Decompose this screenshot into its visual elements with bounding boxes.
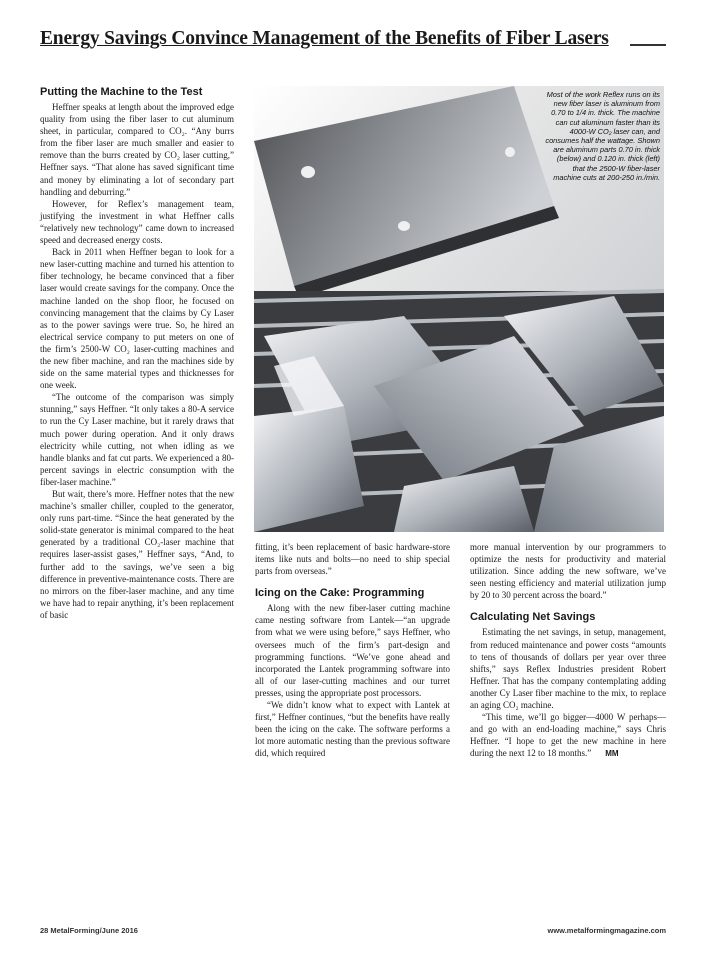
paragraph: However, for Reflex’s management team, justifying the investment in what Heffner calls “relatively new technology” came down to increased speed and decreased energy costs. xyxy=(40,198,234,246)
paragraph: Heffner speaks at length about the improved edge quality from using the fiber laser to cut aluminum sheet, in particular, compared to CO₂. “Any burrs from the fiber laser are much smaller and easier to remove than the burrs created by CO₂ laser cutting,” Heffner says. “That alone has saved significant time and money by eliminating a lot of secondary part handling and deburring.” xyxy=(40,102,234,197)
paragraph: Back in 2011 when Heffner began to look for a new laser-cutting machine and turned his attention to fiber technology, he became convinced that a fiber laser would create savings for the company. Once the machine landed on the shop floor, he focused on convincing management that the claims by Cy Laser as to the power savings were true. So, he hired an electrical service company to put meters on one of the firm’s 2500-W CO₂ laser-cutting machines and the new fiber machine, and ran the machines side by side on the same material types and thicknesses for one week. xyxy=(40,247,234,391)
footer-folio: 28 MetalForming/June 2016 xyxy=(40,926,138,935)
closing-paragraph-text: “This time, we’ll go bigger—4000 W perhaps—and go with an end-loading machine,” says Chris Heffner. “I hope to get the new machine in here during the next 12 to 18 months.” xyxy=(470,712,666,759)
paragraph: “We didn’t know what to expect with Lantek at first,” Heffner continues, “but the benefits have really been the icing on the cake. The software performs a lot more automatic nesting than the previous software did, which required xyxy=(255,700,450,759)
paragraph: more manual intervention by our programmers to optimize the nests for productivity and material utilization. Since adding the new software, we’ve seen nesting efficiency and material utilization jump by 20 to 30 percent across the board.” xyxy=(470,542,666,601)
paragraph: “The outcome of the comparison was simply stunning,” says Heffner. “It only takes a 80-A service to run the Cy Laser machine, but it rarely draws that much power during operation. And it only draws electricity while cutting, not when idling as we handle blanks and fat cut parts. We experienced a 80-percent savings in electric consumption with the fiber-laser machine.” xyxy=(40,392,234,487)
title-rule xyxy=(630,44,666,46)
end-of-article-mark: MM xyxy=(605,749,619,759)
paragraph: fitting, it’s been replacement of basic hardware-store items like nuts and bolts—no need to ship special parts from overseas.” xyxy=(255,542,450,577)
column-3 xyxy=(470,541,666,761)
section-heading-net-savings: Calculating Net Savings xyxy=(470,611,596,624)
article-title: Energy Savings Convince Management of the Benefits of Fiber Lasers xyxy=(40,28,609,49)
paragraph xyxy=(470,711,666,760)
section-heading-testing: Putting the Machine to the Test xyxy=(40,86,203,98)
section-heading-programming: Icing on the Cake: Programming xyxy=(255,587,425,600)
column-1 xyxy=(40,86,234,621)
photo-caption: Most of the work Reflex runs on its new fiber laser is aluminum from 0.70 to 1/4 in. thick. The machine can cut aluminum faster than its 4000-W CO₂ laser can, and consumes half the wattage. Shown are aluminum parts 0.70 in. thick (below) and 0.120 in. thick (left) that the 2500-W fiber-laser machine cuts at 200-250 in./min. xyxy=(545,90,660,182)
paragraph: Along with the new fiber-laser cutting machine came nesting software from Lantek—“an upgrade from what we were using before,” says Heffner, who oversees much of the firm’s part-design and programming functions. “We’ve gone ahead and incorporated the Lantek programming software into all of our laser-cutting machines and our turret presses, using the appropriate post processors. xyxy=(255,603,450,698)
paragraph: Estimating the net savings, in setup, management, from reduced maintenance and power costs “amounts to tens of thousands of dollars per year over three shifts,” says Reflex Industries president Robert Heffner. That has the company contemplating adding another Cy Laser fiber machine to the mix, to replace an aging CO₂ machine. xyxy=(470,627,666,711)
paragraph: But wait, there’s more. Heffner notes that the new machine’s smaller chiller, coupled to the generator, only runs part-time. “Since the heat generated by the solid-state generator is minimal compared to the heat generated by a traditional CO₂-laser machine that requires laser-assist gases,” Heffner says, “And, to further add to the savings, we’ve seen a big difference in preventive-maintenance costs. There are no mirrors on the fiber-laser machine, and any time we have had to repair anything, it’s been replacement of basic xyxy=(40,489,234,620)
footer-website: www.metalformingmagazine.com xyxy=(547,926,666,935)
column-2 xyxy=(255,541,450,760)
fiber-laser-parts-photo xyxy=(254,86,664,532)
